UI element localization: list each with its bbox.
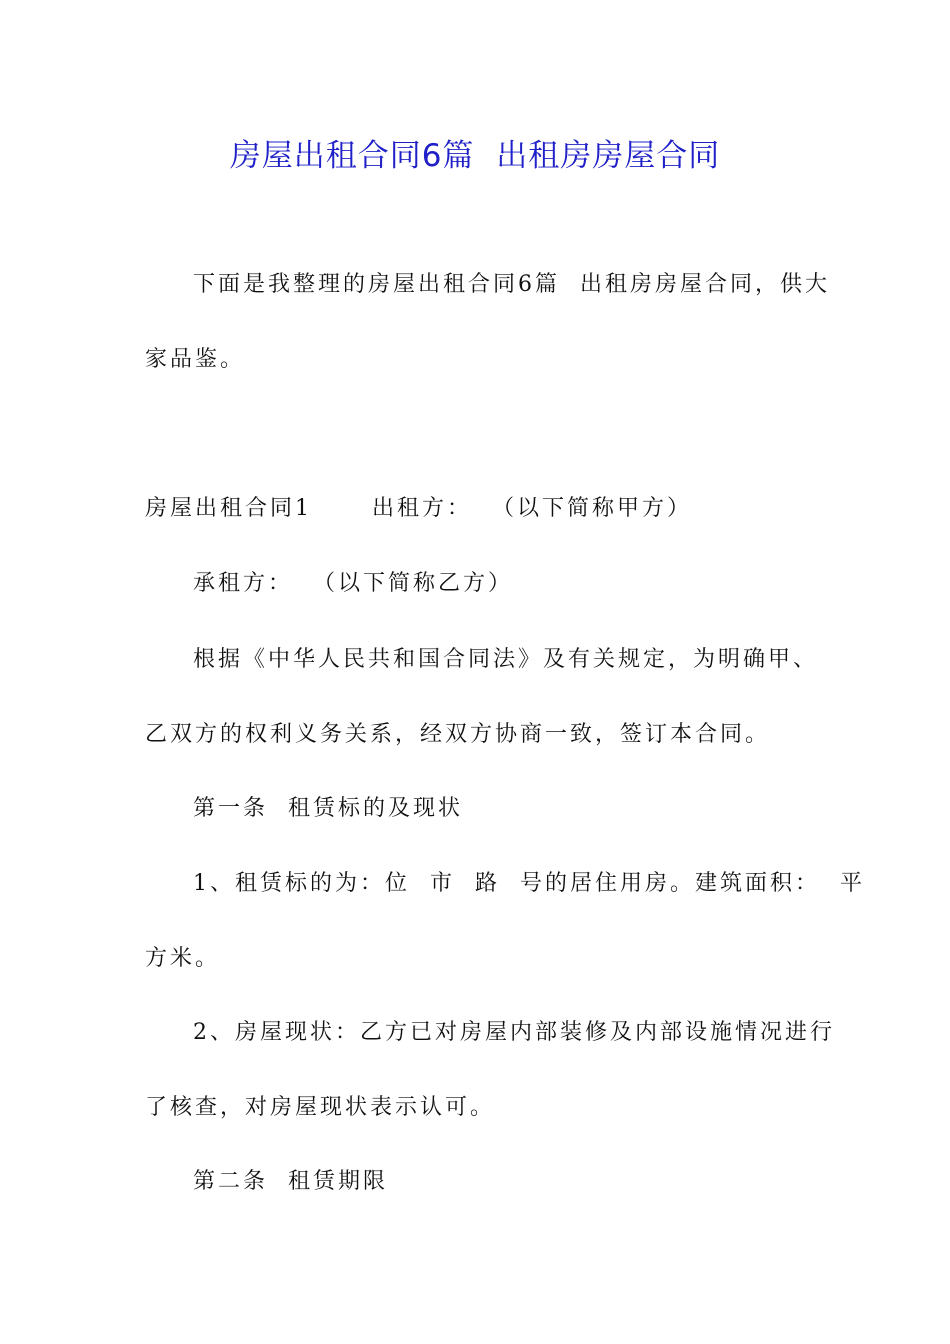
lessee-line: 承租方： （以下简称乙方） (193, 571, 513, 596)
clause-2-line-2: 了核查，对房屋现状表示认可。 (145, 1095, 496, 1120)
basis-line-1: 根据《中华人民共和国合同法》及有关规定，为明确甲、 (193, 647, 819, 672)
basis-line-2: 乙双方的权利义务关系，经双方协商一致，签订本合同。 (145, 722, 771, 747)
clause-2-line-1: 2、房屋现状：乙方已对房屋内部装修及内部设施情况进行 (193, 1020, 835, 1045)
clause-1-line-2: 方米。 (145, 946, 221, 971)
document-title: 房屋出租合同6篇 出租房房屋合同 (229, 138, 721, 174)
intro-line-2: 家品鉴。 (145, 347, 246, 372)
clause-1-line-1: 1、租赁标的为：位 市 路 号的居住用房。建筑面积： 平 (193, 871, 865, 896)
contract-heading-line: 房屋出租合同1 出租方： （以下简称甲方） (145, 496, 692, 521)
article-two-heading: 第二条 租赁期限 (193, 1169, 388, 1194)
article-one-heading: 第一条 租赁标的及现状 (193, 796, 463, 821)
intro-line-1: 下面是我整理的房屋出租合同6篇 出租房房屋合同，供大 (193, 272, 830, 297)
